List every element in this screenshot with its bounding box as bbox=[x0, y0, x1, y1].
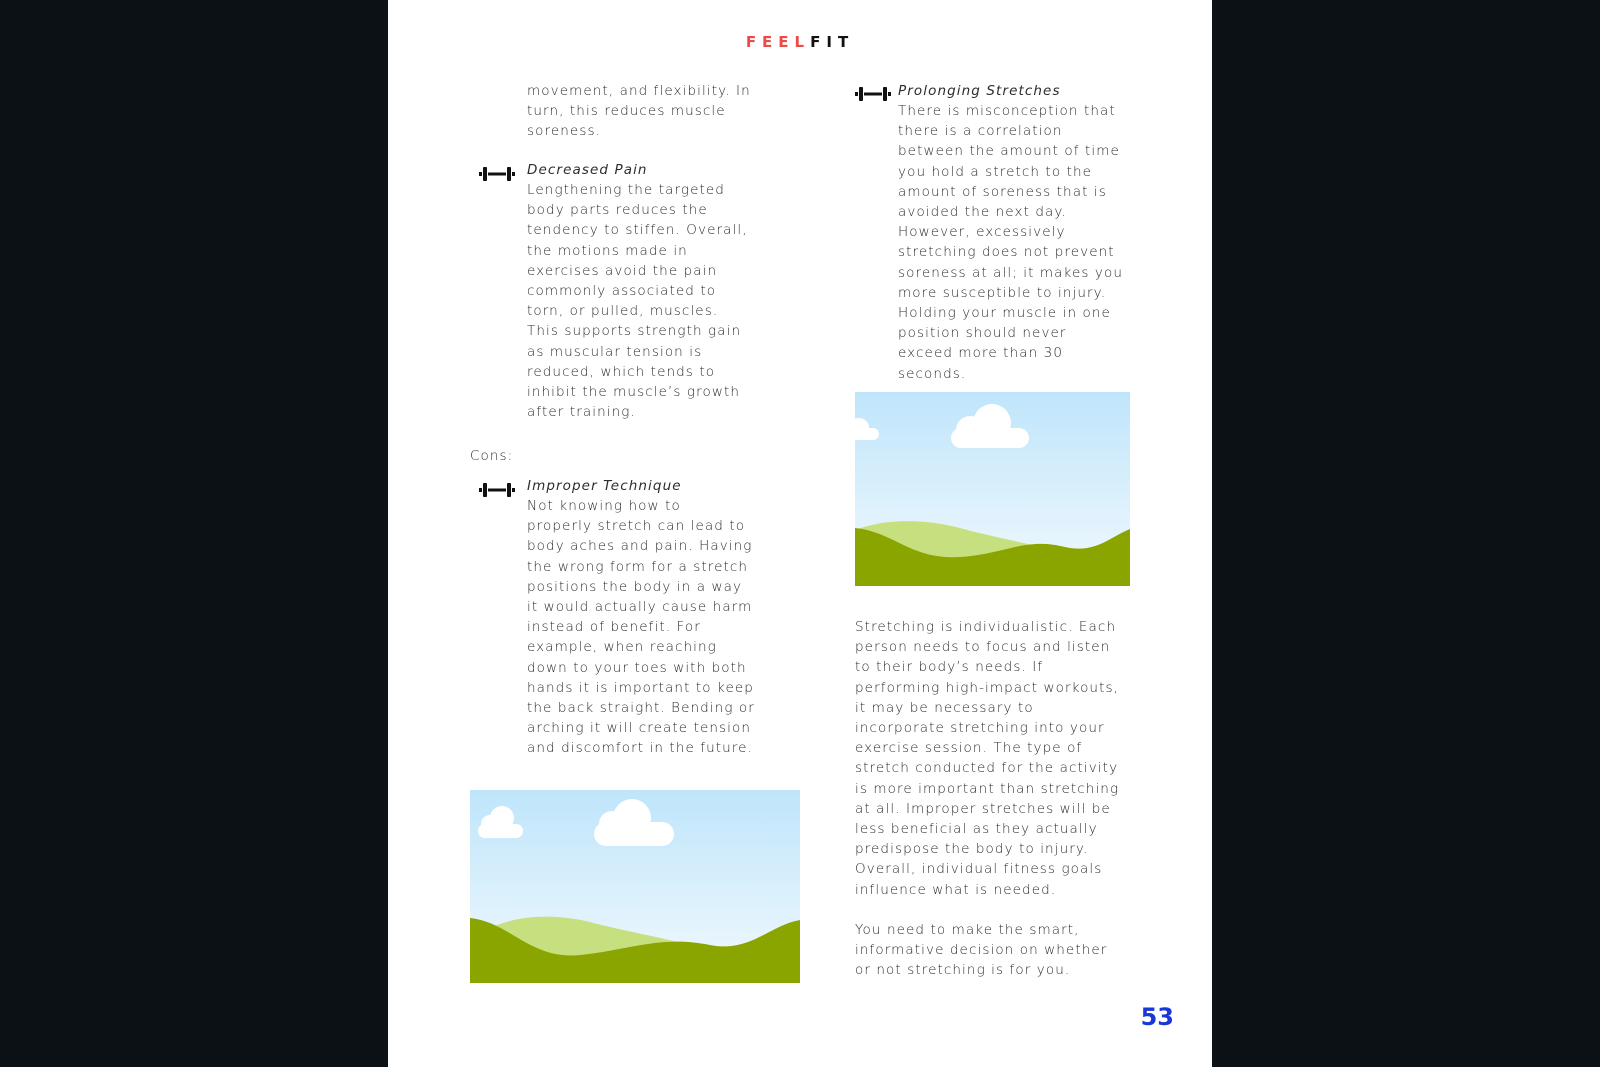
intro-text-tail: movement, and flexibility. In turn, this reduces muscle soreness. bbox=[527, 83, 751, 140]
landscape-image-placeholder bbox=[470, 790, 800, 983]
page-number: 53 bbox=[1140, 1003, 1174, 1031]
document-page bbox=[388, 0, 1212, 1067]
item-body-decreased-pain: Lengthening the targeted body parts reduces the tendency to stiffen. Overall, the motions made in exercises avoid the pain commonly associated to torn, or pulled, muscles. This supports strength gain as muscular tension is reduced, which tends to inhibit the muscle’s growth after training. bbox=[527, 182, 748, 421]
brand-logo bbox=[388, 33, 1212, 51]
item-body-improper-technique: Not knowing how to properly stretch can lead to body aches and pain. Having the wrong form for a stretch positions the body in a way it would actually cause harm instead of benefit. For example, when reaching down to your toes with both hands it is important to keep the back straight. Bending or arching it will create tension and discomfort in the future. bbox=[527, 498, 755, 757]
closing-paragraph: You need to make the smart, informative decision on whether or not stretching is for you. bbox=[855, 922, 1108, 979]
cons-label: Cons: bbox=[470, 448, 514, 464]
item-title-improper-technique: Improper Technique bbox=[527, 478, 682, 494]
brand-part-fit: FIT bbox=[810, 33, 855, 51]
dumbbell-icon bbox=[479, 482, 515, 498]
summary-paragraph: Stretching is individualistic. Each person needs to focus and listen to their body’s needs. If performing high-impact workouts, it may be necessary to incorporate stretching into your exercise session. The type of stretch conducted for the activity is more important than stretching at all. Improper stretches will be less beneficial as they actually predispose the body to injury. Overall, individual fitness goals influence what is needed. bbox=[855, 619, 1120, 898]
landscape-image-placeholder bbox=[855, 392, 1130, 586]
item-title-prolonging-stretches: Prolonging Stretches bbox=[898, 83, 1061, 99]
item-body-prolonging-stretches: There is misconception that there is a correlation between the amount of time you hold a stretch to the amount of soreness that is avoided the next day. However, excessively stretching does not prevent soreness at all; it makes you more susceptible to injury. Holding your muscle in one position should never exceed more than 30 seconds. bbox=[898, 103, 1123, 382]
item-title-decreased-pain: Decreased Pain bbox=[527, 162, 648, 178]
dumbbell-icon bbox=[479, 166, 515, 182]
brand-part-feel: FEEL bbox=[745, 33, 811, 51]
dumbbell-icon bbox=[855, 86, 891, 102]
